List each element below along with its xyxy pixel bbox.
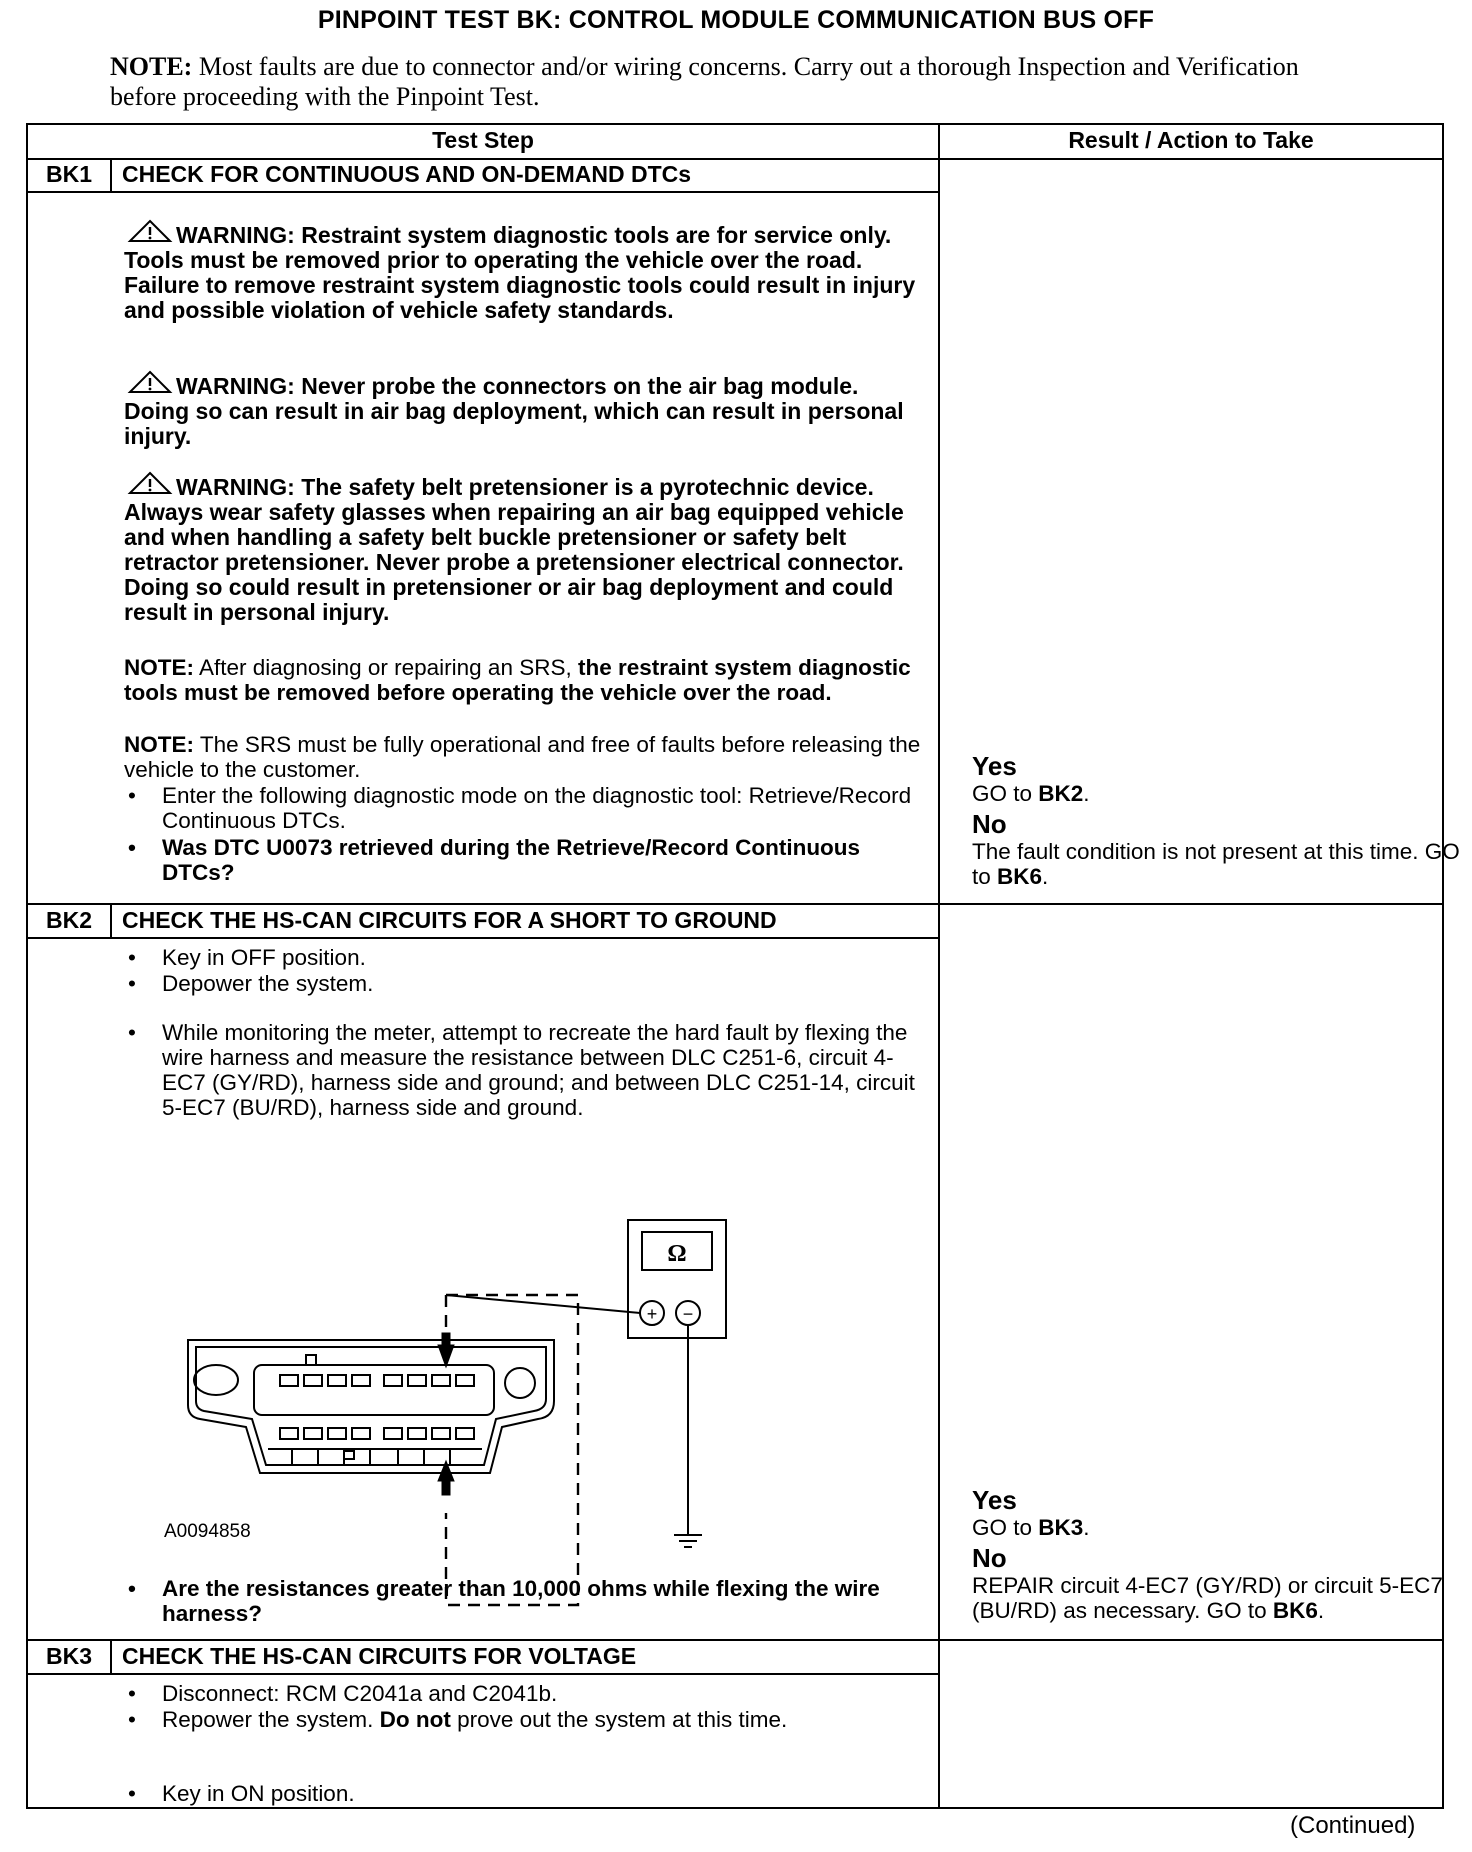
- result-yes-label: Yes: [972, 751, 1017, 781]
- step-id-bk2: BK2: [45, 907, 92, 933]
- figure-id: A0094858: [164, 1521, 251, 1542]
- step-id-bk1: BK1: [45, 161, 92, 187]
- intro-note-label: NOTE:: [110, 52, 193, 81]
- list-item: • Was DTC U0073 retrieved during the Retrieve/Record Continuous DTCs?: [128, 835, 861, 885]
- column-header-test-step: Test Step: [432, 127, 534, 153]
- step-heading-bk3: CHECK THE HS-CAN CIRCUITS FOR VOLTAGE: [122, 1643, 637, 1669]
- step-heading-bk2: CHECK THE HS-CAN CIRCUITS FOR A SHORT TO GROUND: [122, 907, 777, 933]
- step-heading-bk1: CHECK FOR CONTINUOUS AND ON-DEMAND DTCs: [122, 161, 692, 187]
- column-header-result: Result / Action to Take: [1068, 127, 1314, 153]
- step-id-bk3: BK3: [45, 1643, 92, 1669]
- result-no-label: No: [972, 1543, 1007, 1573]
- intro-note-text: Most faults are due to connector and/or wiring concerns. Carry out a thorough Inspection and Verification before proceeding with the Pinpoint Test.: [110, 52, 1299, 111]
- result-no-label: No: [972, 809, 1007, 839]
- plus-sign: +: [646, 1304, 658, 1324]
- warning-airbag-connectors-text: WARNING: Never probe the connectors on the air bag module. Doing so can result in air bag deployment, which can result in personal injury.: [124, 373, 904, 449]
- ohm-symbol: Ω: [667, 1241, 687, 1267]
- warning-restraint-tools: [124, 219, 924, 323]
- note-restraint-tools-removal: NOTE: After diagnosing or repairing an SRS, the restraint system diagnostic tools must be removed before operating the vehicle over the road.: [124, 655, 911, 705]
- link-bk6[interactable]: BK6: [1272, 1598, 1318, 1623]
- result-bk2: Yes GO to BK3. No REPAIR circuit 4-EC7 (GY/RD) or circuit 5-EC7 (BU/RD) as necessary. GO to BK6.: [972, 1486, 1462, 1623]
- warning-airbag-connectors: [124, 370, 924, 449]
- list-item: • While monitoring the meter, attempt to recreate the hard fault by flexing the wire harness and measure the resistance between DLC C251-6, circuit 4-EC7 (GY/RD), harness side and ground; and between DLC C251-14, circuit 5-EC7 (BU/RD), harness side and ground.: [128, 1020, 915, 1120]
- warning-pretensioner: [124, 471, 924, 625]
- result-bk1: Yes GO to BK2. No The fault condition is not present at this time. GO to BK6.: [972, 752, 1462, 889]
- continued-label: (Continued): [1290, 1812, 1416, 1839]
- warning-pretensioner-text: WARNING: The safety belt pretensioner is a pyrotechnic device. Always wear safety glasses when repairing an air bag equipped vehicle and when handling a safety belt buckle pretensioner or safety belt retractor pretensioner. Never probe a pretensioner electrical connector. Doing so could result in pretensioner or air bag deployment and could result in personal injury.: [124, 474, 904, 625]
- link-bk6[interactable]: BK6: [997, 864, 1043, 889]
- list-item: • Are the resistances greater than 10,000 ohms while flexing the wire harness?: [128, 1576, 880, 1626]
- intro-note: [110, 52, 1370, 112]
- link-bk2[interactable]: BK2: [1038, 781, 1084, 806]
- minus-sign: −: [682, 1304, 694, 1324]
- note-srs-operational: NOTE: The SRS must be fully operational and free of faults before releasing the vehicle to the customer.: [124, 732, 921, 782]
- link-bk3[interactable]: BK3: [1038, 1515, 1084, 1540]
- list-item: • Disconnect: RCM C2041a and C2041b.: [128, 1681, 558, 1706]
- list-item: • Repower the system. Do not prove out the system at this time.: [128, 1707, 788, 1732]
- list-item: • Enter the following diagnostic mode on the diagnostic tool: Retrieve/Record Continuous DTCs.: [128, 783, 912, 833]
- warning-triangle-icon: [124, 471, 176, 500]
- dlc-ohmmeter-diagram: [168, 1195, 768, 1625]
- warning-restraint-tools-text: WARNING: Restraint system diagnostic tools are for service only. Tools must be removed prior to operating the vehicle over the road. Failure to remove restraint system diagnostic tools could result in injury and possible violation of vehicle safety standards.: [124, 222, 916, 323]
- list-item: • Key in OFF position.: [128, 945, 366, 970]
- page-title: PINPOINT TEST BK: CONTROL MODULE COMMUNICATION BUS OFF: [317, 6, 1155, 34]
- pinpoint-table: [26, 123, 1460, 1809]
- warning-triangle-icon: [124, 219, 176, 248]
- list-item: • Key in ON position.: [128, 1781, 355, 1806]
- list-item: • Depower the system.: [128, 971, 374, 996]
- result-yes-label: Yes: [972, 1485, 1017, 1515]
- warning-triangle-icon: [124, 370, 176, 399]
